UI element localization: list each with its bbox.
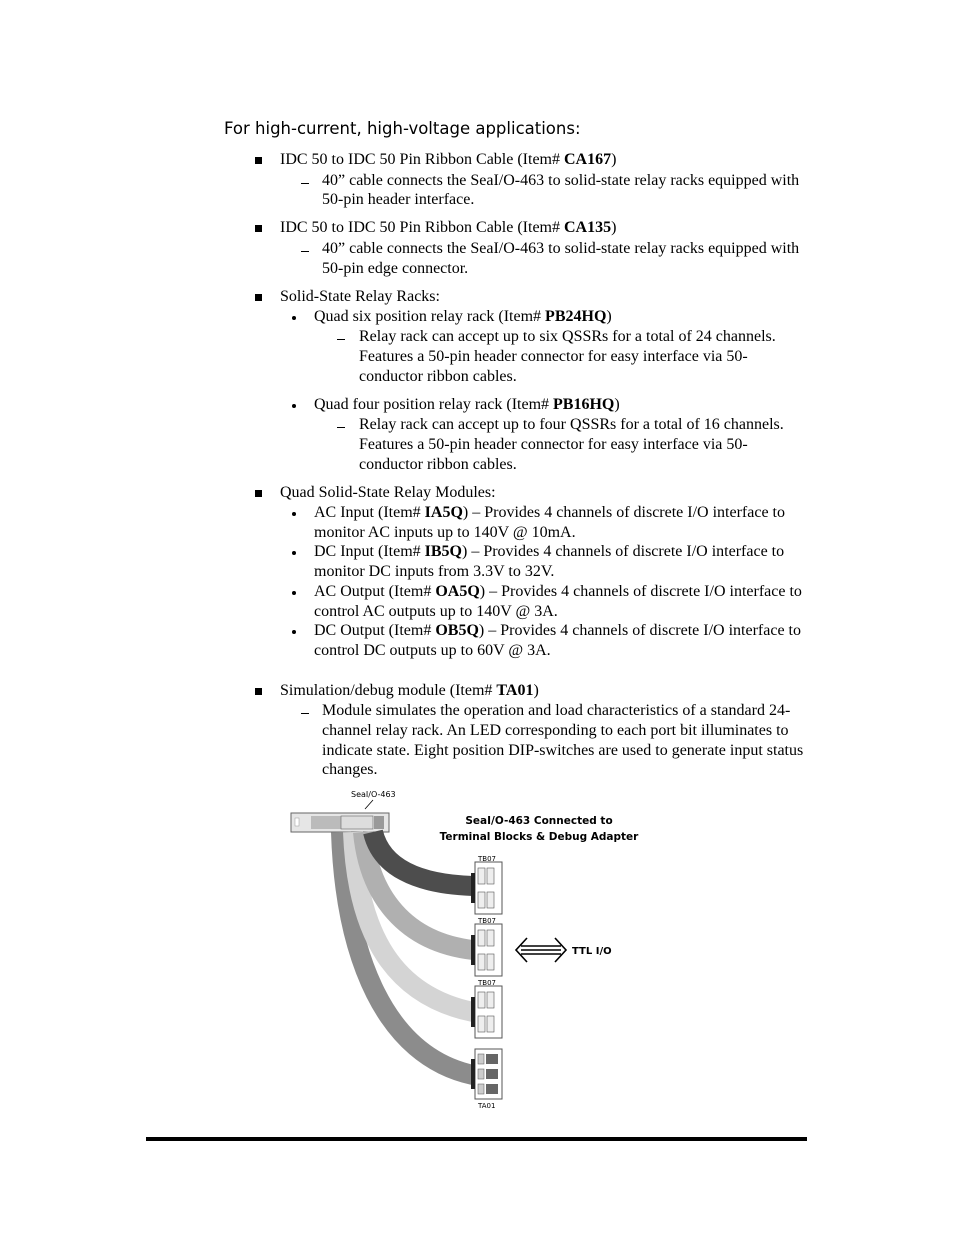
bullet-dot xyxy=(292,630,296,634)
dash-bullet xyxy=(337,427,345,428)
terminal-board-2 xyxy=(471,924,502,976)
sub-item-text: control DC outputs up to 60V @ 3A. xyxy=(314,642,551,659)
device-label: SeaI/O-463 xyxy=(351,790,396,799)
diagram-title-line2: Terminal Blocks & Debug Adapter xyxy=(439,831,639,843)
dash-bullet xyxy=(301,183,309,184)
diagram-title-line1: SeaI/O-463 Connected to xyxy=(465,815,613,827)
list-item-relay-racks: Solid-State Relay Racks: xyxy=(280,288,440,305)
item-number: TA01 xyxy=(496,682,534,699)
sub-item-text: control AC outputs up to 140V @ 3A. xyxy=(314,603,558,620)
item-number: PB24HQ xyxy=(545,308,607,325)
list-item-ca167: IDC 50 to IDC 50 Pin Ribbon Cable (Item# CA167) xyxy=(280,151,617,168)
list-item-relay-modules: Quad Solid-State Relay Modules: xyxy=(280,484,496,501)
bullet-square xyxy=(255,225,262,232)
sub-item-ob5q: DC Output (Item# OB5Q) – Provides 4 channels of discrete I/O interface to xyxy=(314,622,801,639)
section-heading: For high-current, high-voltage applications: xyxy=(224,119,581,138)
terminal-board-3 xyxy=(471,986,502,1038)
bullet-square xyxy=(255,490,262,497)
bullet-dot xyxy=(292,512,296,516)
sub-item-text: Relay rack can accept up to four QSSRs for a total of 16 channels. xyxy=(359,416,784,433)
bullet-dot xyxy=(292,404,296,408)
bullet-dot xyxy=(292,316,296,320)
sub-item-text: monitor DC inputs from 3.3V to 32V. xyxy=(314,563,555,580)
sub-item-oa5q: AC Output (Item# OA5Q) – Provides 4 channels of discrete I/O interface to xyxy=(314,583,802,600)
bullet-square xyxy=(255,688,262,695)
board-label: TB07 xyxy=(478,979,496,987)
board-label: TB07 xyxy=(478,855,496,863)
double-arrow-icon xyxy=(516,938,566,962)
bullet-dot xyxy=(292,591,296,595)
footer-rule xyxy=(146,1137,807,1141)
board-label: TA01 xyxy=(478,1102,496,1110)
list-item-ta01: Simulation/debug module (Item# TA01) xyxy=(280,682,539,699)
sub-item-pb16hq: Quad four position relay rack (Item# PB16HQ) xyxy=(314,396,620,413)
sub-item-text: 40” cable connects the SeaI/O-463 to solid-state relay racks equipped with xyxy=(322,172,800,189)
label-pointer xyxy=(365,800,373,809)
sub-item-text: channel relay rack. An LED corresponding to each port bit illuminates to xyxy=(322,722,789,739)
item-number: IA5Q xyxy=(424,504,463,521)
bullet-square xyxy=(255,294,262,301)
seaio-device xyxy=(291,813,389,832)
board-label: TB07 xyxy=(478,917,496,925)
debug-adapter-board xyxy=(471,1049,502,1099)
list-item-ca135: IDC 50 to IDC 50 Pin Ribbon Cable (Item# CA135) xyxy=(280,219,617,236)
sub-item-text: conductor ribbon cables. xyxy=(359,368,517,385)
sub-item-text: Features a 50-pin header connector for easy interface via 50- xyxy=(359,348,748,365)
bullet-dot xyxy=(292,551,296,555)
sub-item-text: Module simulates the operation and load characteristics of a standard 24- xyxy=(322,702,791,719)
item-number: OB5Q xyxy=(435,622,479,639)
bullet-square xyxy=(255,157,262,164)
item-number: PB16HQ xyxy=(553,396,615,413)
ttl-io-label: TTL I/O xyxy=(572,946,612,957)
ribbon-cables xyxy=(341,832,473,1075)
connection-diagram xyxy=(285,786,685,1116)
sub-item-text: changes. xyxy=(322,761,378,778)
sub-item-text: Features a 50-pin header connector for easy interface via 50- xyxy=(359,436,748,453)
item-number: CA135 xyxy=(563,219,612,236)
dash-bullet xyxy=(301,713,309,714)
sub-item-ia5q: AC Input (Item# IA5Q) – Provides 4 channels of discrete I/O interface to xyxy=(314,504,785,521)
sub-item-pb24hq: Quad six position relay rack (Item# PB24HQ) xyxy=(314,308,612,325)
dash-bullet xyxy=(301,251,309,252)
sub-item-text: 40” cable connects the SeaI/O-463 to solid-state relay racks equipped with xyxy=(322,240,800,257)
dash-bullet xyxy=(337,339,345,340)
sub-item-text: 50-pin header interface. xyxy=(322,191,475,208)
terminal-board-1 xyxy=(471,862,502,914)
sub-item-ib5q: DC Input (Item# IB5Q) – Provides 4 channels of discrete I/O interface to xyxy=(314,543,785,560)
item-number: OA5Q xyxy=(435,583,480,600)
sub-item-text: 50-pin edge connector. xyxy=(322,260,469,277)
item-number: IB5Q xyxy=(424,543,462,560)
sub-item-text: monitor AC inputs up to 140V @ 10mA. xyxy=(314,524,576,541)
sub-item-text: Relay rack can accept up to six QSSRs for a total of 24 channels. xyxy=(359,328,776,345)
sub-item-text: indicate state. Eight position DIP-switches are used to generate input status xyxy=(322,742,804,759)
item-number: CA167 xyxy=(563,151,612,168)
sub-item-text: conductor ribbon cables. xyxy=(359,456,517,473)
